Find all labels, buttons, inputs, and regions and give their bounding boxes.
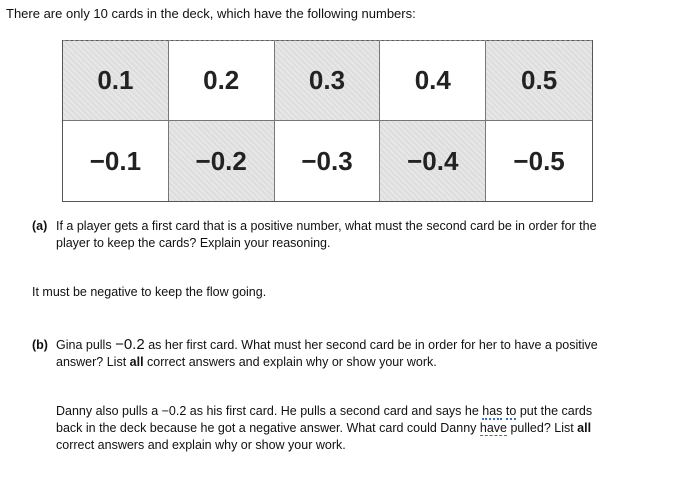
card-table xyxy=(62,40,593,202)
answer-a[interactable]: It must be negative to keep the flow going. xyxy=(32,285,267,299)
card-0-5: 0.5 xyxy=(486,41,592,121)
question-b-before: Gina pulls xyxy=(56,338,112,352)
danny-have: have xyxy=(479,421,507,435)
question-a xyxy=(32,218,597,252)
question-b-tag: (b) xyxy=(32,338,48,352)
card-neg-0-5: −0.5 xyxy=(513,145,565,176)
card-neg-0-3: −0.3 xyxy=(275,121,381,201)
question-b-line2-post: correct answers and explain why or show your work. xyxy=(143,355,437,369)
question-b-after: as her first card. What must her second card be in order for her to have a positive xyxy=(148,338,598,352)
danny-s1: Danny also pulls a −0.2 as his first card. He pulls a second card and says he xyxy=(56,404,483,418)
card-neg-0-4: −0.4 xyxy=(380,121,486,201)
danny-has: has xyxy=(482,404,503,418)
danny-to: to xyxy=(505,404,517,418)
danny-s2: put the cards xyxy=(516,404,593,418)
card-neg-0-2: −0.2 xyxy=(169,121,275,201)
question-b xyxy=(32,336,598,371)
question-b-value: −0.2 xyxy=(115,336,145,353)
danny-line3: correct answers and explain why or show your work. xyxy=(56,438,346,452)
danny-paragraph xyxy=(56,403,592,454)
card-neg-0-1: −0.1 xyxy=(63,121,169,201)
danny-line2-b: pulled? List xyxy=(506,421,578,435)
question-a-line2: player to keep the cards? Explain your reasoning. xyxy=(56,236,331,250)
card-0-3: 0.3 xyxy=(275,41,381,121)
card-0-2: 0.2 xyxy=(169,41,275,121)
danny-line2-bold: all xyxy=(577,421,592,435)
intro-text: There are only 10 cards in the deck, which have the following numbers: xyxy=(6,6,416,21)
card-0-1: 0.1 xyxy=(63,41,169,121)
question-b-line2-bold: all xyxy=(129,355,144,369)
danny-line2-a: back in the deck because he got a negative answer. What card could Danny xyxy=(56,421,480,435)
question-a-line1: If a player gets a first card that is a positive number, what must the second card be in order for the xyxy=(56,219,597,233)
question-a-tag: (a) xyxy=(32,219,48,233)
question-b-line2-pre: answer? List xyxy=(56,355,130,369)
card-0-4: 0.4 xyxy=(380,41,486,121)
